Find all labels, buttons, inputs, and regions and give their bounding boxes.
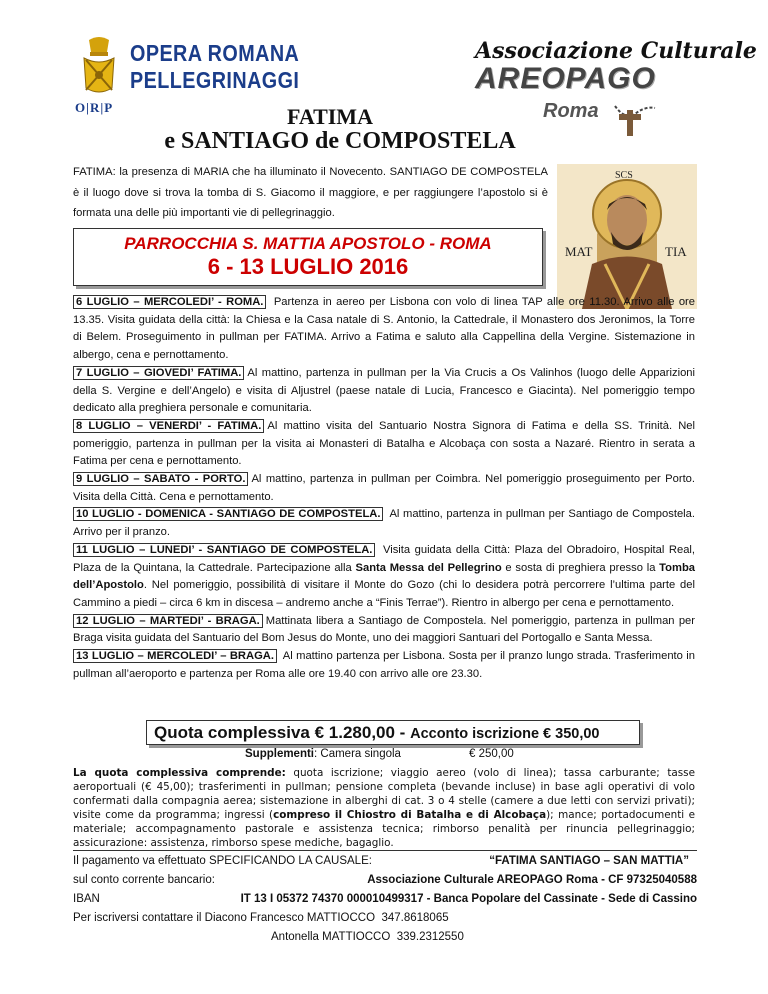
supplementi-label: Supplementi (245, 748, 315, 760)
trip-dates: 6 - 13 LUGLIO 2016 (207, 254, 409, 279)
contact-row (73, 909, 697, 928)
page-title-line2: e SANTIAGO de COMPOSTELA (164, 128, 516, 154)
saint-mattia-icon (557, 164, 697, 309)
supplementi-value: € 250,00 (469, 748, 514, 760)
day-heading: 13 LUGLIO – MERCOLEDI’ – BRAGA. (73, 649, 277, 663)
comprende-text: ); mance; portadocumenti e materiale; accompagnamento pastorale e assistenza tecnica; rimborso penalità per rinuncia pellegrinaggio; assicurazione: assistenza, rimborso spese mediche, bagaglio. (73, 809, 696, 849)
comprende-label: La quota complessiva comprende: (73, 767, 286, 779)
payment-row (73, 871, 697, 890)
day-text-bold: Tomba dell’Apostolo (73, 561, 696, 592)
supplementi (245, 748, 401, 760)
iban-value: IT 13 I 05372 74370 000010499317 - Banca Popolare del Cassinate - Sede di Cassino (240, 893, 697, 905)
day-heading: 9 LUGLIO – SABATO - PORTO. (73, 472, 248, 486)
itinerary-day-6 (73, 542, 695, 613)
intro-text: FATIMA: la presenza di MARIA che ha illuminato il Novecento. SANTIAGO DE COMPOSTELA è il luogo dove si trova la tomba di S. Giacomo il maggiore, e per raggiungere l’apostolo si è formata una delle più importanti vie di pellegrinaggio. (73, 166, 548, 219)
orp-name-line1: OPERA ROMANA (130, 40, 300, 66)
parish-name: PARROCCHIA S. MATTIA APOSTOLO - ROMA (124, 234, 492, 253)
comprende-text: quota iscrizione; viaggio aereo (volo di linea); tassa carburante; tasse aeroportuali (€ 45,00); trasferimenti in pullman; pensione completa (bevande incluse) in base agli operativi di volo confermati dalla compagnia aerea; sistemazione in alberghi di cat. 3 o 4 stelle (camere a due letti con servizi privati); visite come da programma; ingressi ( (73, 767, 695, 821)
comprende-bold: compreso il Chiostro di Batalha e di Alcobaça (273, 809, 547, 821)
contact-label: Antonella MATTIOCCO (271, 931, 391, 943)
day-text: Al mattino visita del Santuario Nostra Signora di Fatima e della SS. Trinità. Nel pomeriggio, partenza in pullman per la visita ai Monasteri di Batalha e Alcobaça con sosta a Nazaré. Rientro in serata a Fatima per cena e pernottamento. (73, 419, 696, 468)
day-text: . Nel pomeriggio, possibilità di visitare il Monte do Gozo (chi lo desidera potrà percorrere l’ultima parte del Cammino a piedi – circa 6 km in discesa – andremo anche a “Finis Terrae”). Rientro in albergo per cena e pernottamento. (73, 579, 695, 609)
itinerary-day-2 (73, 365, 695, 418)
assoc-name: Associazione Culturale (475, 38, 757, 64)
orp-name-line2: PELLEGRINAGGI (130, 67, 300, 93)
payment-label: Il pagamento va effettuato SPECIFICANDO LA CAUSALE: (73, 855, 372, 867)
day-text: Al mattino partenza per Lisbona. Sosta per il pranzo lungo strada. Trasferimento in pullman all’aeroporto e partenza per Roma alle ore 19.40 con arrivo alle ore 23.30. (73, 650, 695, 680)
day-heading: 8 LUGLIO – VENERDI’ - FATIMA. (73, 419, 264, 433)
icon-text-top: SCS (615, 170, 633, 181)
itinerary-day-1 (73, 294, 695, 365)
day-text: Mattinata libera a Santiago de Compostela. Nel pomeriggio, partenza in pullman per Braga visita guidata del Santuario del Bom Jesus do Monte, uno dei maggiori Santuari del Portogallo e Santa Messa. (73, 614, 695, 645)
contact-label: Per iscriversi contattare il Diacono Francesco MATTIOCCO (73, 912, 376, 924)
day-heading: 6 LUGLIO – MERCOLEDI’ - ROMA. (73, 295, 266, 309)
day-text: Visita guidata della Città: Plaza del Obradoiro, Hospital Real, Plaza de la Quintana, la Cattedrale. Partecipazione alla (73, 543, 696, 574)
supplementi-item: : Camera singola (314, 748, 401, 760)
parish-box (73, 228, 543, 286)
payment-causale: “FATIMA SANTIAGO – SAN MATTIA” (489, 855, 689, 867)
quota-comprende (73, 766, 695, 850)
papal-keys-emblem-icon (74, 36, 124, 100)
iban-label: IBAN (73, 893, 100, 905)
day-text: e sosta di preghiera presso la (501, 561, 660, 574)
day-heading: 10 LUGLIO - DOMENICA - SANTIAGO DE COMPOSTELA. (73, 507, 383, 521)
day-heading: 7 LUGLIO – GIOVEDI’ FATIMA. (73, 366, 244, 380)
contact-phone: 339.2312550 (396, 931, 464, 943)
roma-logo-text: Roma (543, 100, 599, 122)
payment-label: sul conto corrente bancario: (73, 874, 215, 886)
quota-acconto: Acconto iscrizione € 350,00 (410, 726, 600, 742)
day-text: Partenza in aereo per Lisbona con volo di linea TAP alle ore 11.30. Arrivo alle ore 13.35. Visita guidata della città: la Chiesa e la Casa natale di S. Antonio, la Cattedrale, il Monastero dos Jeronimos, la Torre di Belem. Proseguimento in pullman per FATIMA. Arrivo a Fatima e saluto alla Cappellina della Vergine. Sistemazione in albergo, cena e pernottamento. (73, 296, 696, 362)
itinerary-day-3 (73, 418, 695, 471)
orp-initials: O|R|P (75, 100, 114, 115)
icon-text-right: TIA (665, 244, 687, 259)
day-text: Al mattino, partenza in pullman per Santiago de Compostela. Arrivo per il pranzo. (73, 508, 695, 539)
orp-name (130, 40, 299, 94)
day-text-bold: Santa Messa del Pellegrino (355, 561, 502, 574)
quota-box (146, 720, 640, 745)
contact-phone: 347.8618065 (381, 912, 449, 924)
day-heading: 11 LUGLIO – LUNEDI’ - SANTIAGO DE COMPOSTELA. (73, 543, 375, 557)
itinerary-day-4 (73, 471, 695, 506)
itinerary (73, 294, 695, 683)
payment-info (73, 850, 697, 947)
itinerary-day-5 (73, 506, 695, 541)
quota-main: Quota complessiva € 1.280,00 - (154, 723, 406, 742)
payment-account: Associazione Culturale AREOPAGO Roma - CF 97325040588 (367, 874, 697, 886)
day-text: Al mattino, partenza in pullman per la Via Crucis a Os Valinhos (luogo delle Apparizioni della S. Vergine e dell’Angelo) e visita di Aljustrel (paese natale di Lucia, Francesco e Giacinta). Nel pomeriggio tempo dedicato alla preghiera personale e comunitaria. (73, 366, 695, 415)
contact-row (73, 928, 697, 947)
itinerary-day-7 (73, 613, 695, 648)
icon-text-left: MAT (565, 244, 593, 259)
itinerary-day-8 (73, 648, 695, 683)
page-title-line1: FATIMA (287, 104, 373, 129)
areopago-logo: AREOPAGO (475, 62, 656, 95)
day-text: Al mattino, partenza in pullman per Coimbra. Nel pomeriggio proseguimento per Porto. Visita della Città. Cena e pernottamento. (73, 473, 696, 503)
divider (73, 850, 697, 860)
day-heading: 12 LUGLIO – MARTEDI’ - BRAGA. (73, 614, 263, 628)
payment-row (73, 890, 697, 909)
